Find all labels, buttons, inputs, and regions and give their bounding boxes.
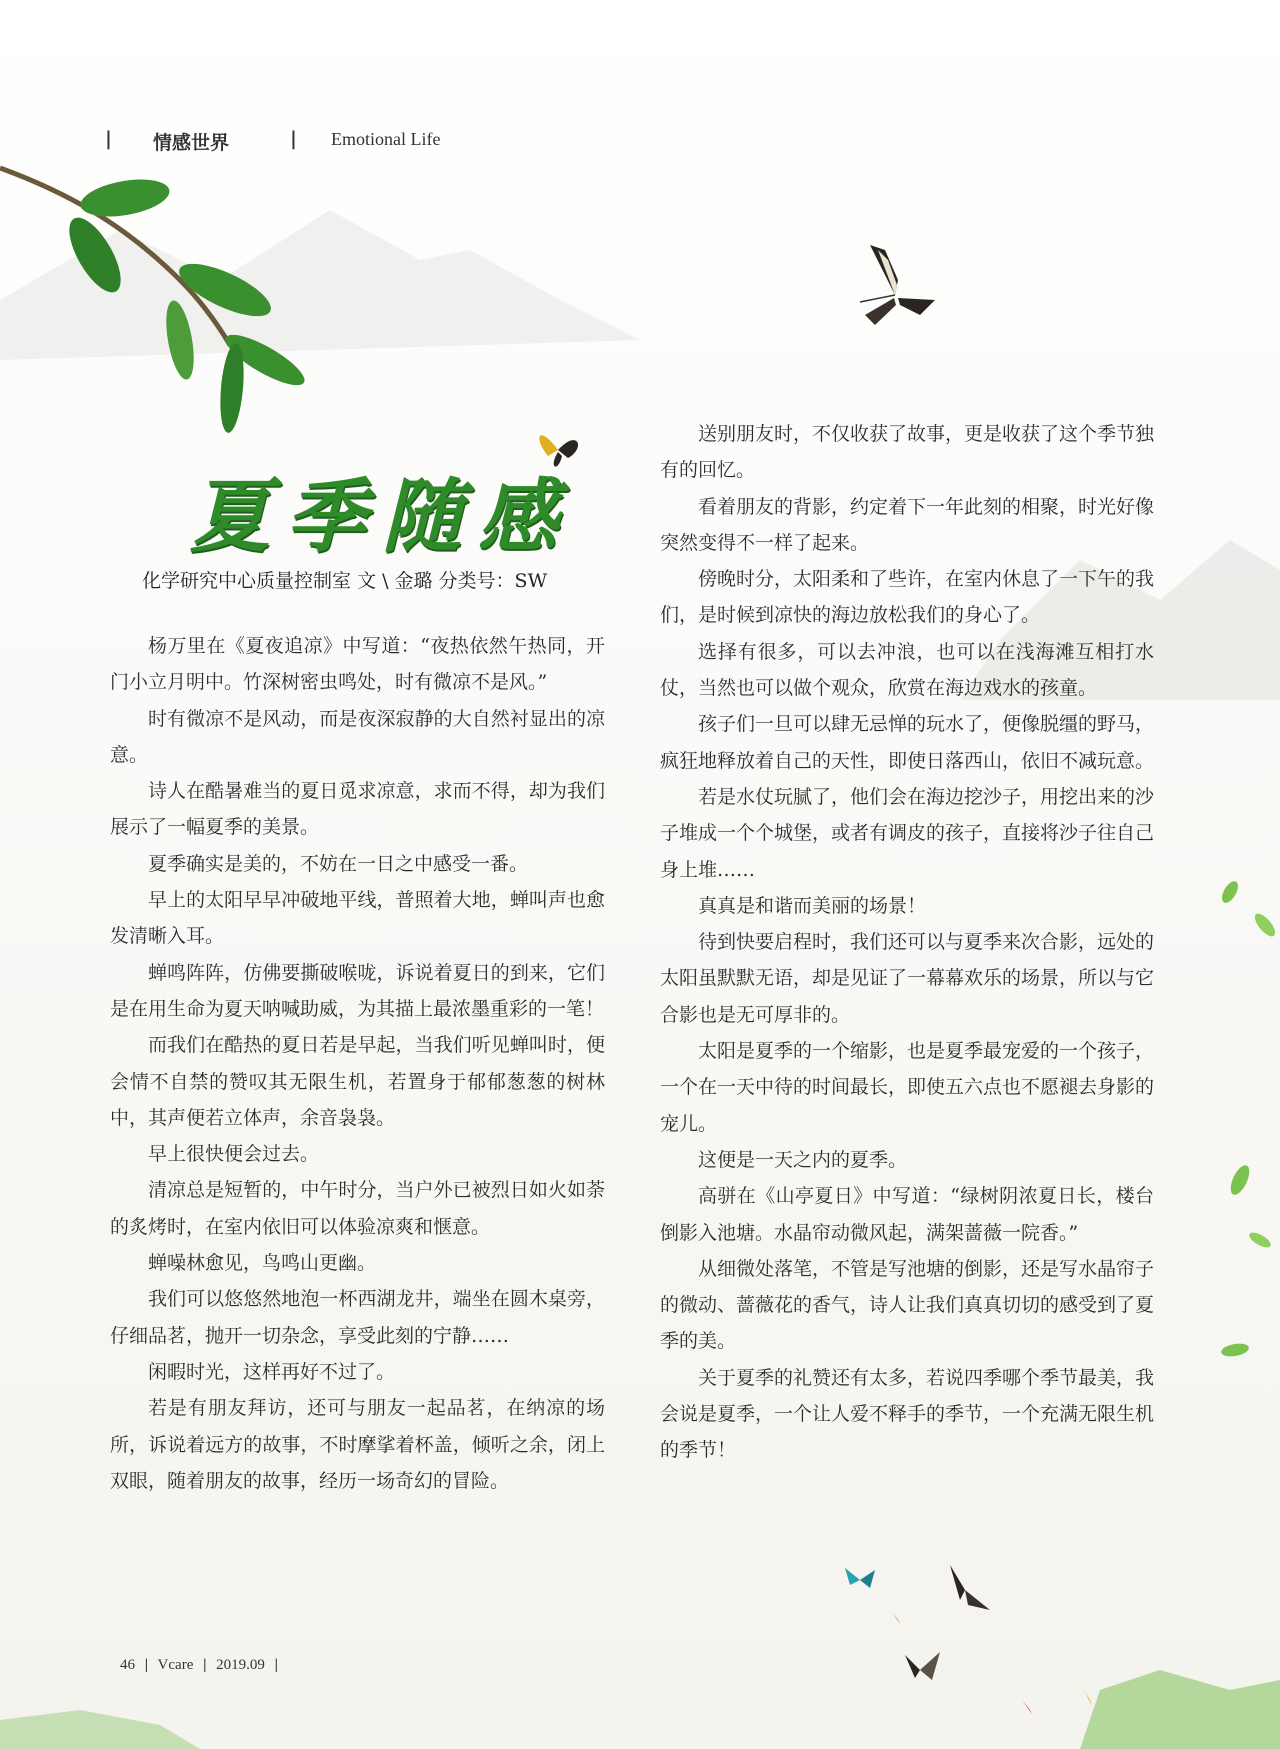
paragraph: 而我们在酷热的夏日若是早起，当我们听见蝉叫时，便会情不自禁的赞叹其无限生机，若置身于郁郁葱葱的树林中，其声便若立体声，余音袅袅。 [110,1034,605,1129]
paragraph: 若是有朋友拜访，还可与朋友一起品茗，在纳凉的场所，诉说着远方的故事，不时摩挲着杯盖，倾听之余，闭上双眼，随着朋友的故事，经历一场奇幻的冒险。 [110,1397,605,1492]
paragraph: 诗人在酷暑难当的夏日觅求凉意，求而不得，却为我们展示了一幅夏季的美景。 [110,780,605,839]
paragraph: 蝉噪林愈见，鸟鸣山更幽。 [148,1252,377,1275]
paragraph: 夏季确实是美的，不妨在一日之中感受一番。 [148,852,529,875]
paragraph: 闲暇时光，这样再好不过了。 [148,1360,396,1383]
section-title-en: Emotional Life [331,129,441,149]
butterflies-decoration-icon [840,1560,1160,1720]
paragraph: 傍晚时分，太阳柔和了些许，在室内休息了一下午的我们，是时候到凉快的海边放松我们的身心了。 [660,568,1155,627]
section-title: 情感世界 [153,132,230,154]
paragraph: 孩子们一旦可以肆无忌惮的玩水了，便像脱缰的野马，疯狂地释放着自己的天性，即使日落西山，依旧不减玩意。 [660,713,1155,772]
paragraph: 早上的太阳早早冲破地平线，普照着大地，蝉叫声也愈发清晰入耳。 [110,889,605,948]
article-byline: 化学研究中心质量控制室 文 \ 金璐 分类号：SW [142,570,548,592]
paragraph: 待到快要启程时，我们还可以与夏季来次合影，远处的太阳虽默默无语，却是见证了一幕幕欢乐的场景，所以与它合影也是无可厚非的。 [660,931,1155,1026]
paragraph: 蝉鸣阵阵，仿佛要撕破喉咙，诉说着夏日的到来，它们是在用生命为夏天呐喊助威，为其描上最浓墨重彩的一笔！ [110,961,605,1020]
paragraph: 清凉总是短暂的，中午时分，当户外已被烈日如火如荼的炙烤时，在室内依旧可以体验凉爽和惬意。 [110,1179,605,1238]
left-column [110,628,605,1499]
paragraph: 早上很快便会过去。 [148,1143,320,1166]
paragraph: 高骈在《山亭夏日》中写道：“绿树阴浓夏日长，楼台倒影入池塘。水晶帘动微风起，满架蔷薇一院香。” [660,1185,1154,1244]
leaf-branch-icon [0,160,320,440]
issue-date: 2019.09 [216,1657,265,1673]
right-column [660,416,1154,1469]
page-footer [120,1657,284,1674]
paragraph: 杨万里在《夏夜追凉》中写道：“夜热依然午热同，开门小立月明中。竹深树密虫鸣处，时有微凉不是风。” [110,635,605,694]
divider: | [274,1657,278,1673]
paragraph: 这便是一天之内的夏季。 [698,1148,908,1171]
divider: | [105,128,112,150]
magazine-name: Vcare [157,1657,194,1673]
divider: | [290,128,297,150]
divider: | [144,1657,149,1673]
paragraph: 时有微凉不是风动，而是夜深寂静的大自然衬显出的凉意。 [110,707,605,766]
paragraph: 从细微处落笔，不管是写池塘的倒影，还是写水晶帘子的微动、蔷薇花的香气，诗人让我们真真切切的感受到了夏季的美。 [660,1257,1155,1353]
paragraph: 选择有很多，可以去冲浪，也可以在浅海滩互相打水仗，当然也可以做个观众，欣赏在海边戏水的孩童。 [660,640,1154,700]
paragraph: 若是水仗玩腻了，他们会在海边挖沙子，用挖出来的沙子堆成一个个城堡，或者有调皮的孩子，直接将沙子往自己身上堆…… [660,785,1155,881]
paragraph: 真真是和谐而美丽的场景！ [698,894,927,917]
page-number: 46 [120,1657,135,1673]
paragraph: 关于夏季的礼赞还有太多，若说四季哪个季节最美，我会说是夏季，一个让人爱不释手的季节，一个充满无限生机的季节！ [660,1366,1155,1462]
article-title: 夏季随感 [190,469,574,563]
paragraph: 我们可以悠悠然地泡一杯西湖龙井，端坐在圆木桌旁，仔细品茗，抛开一切杂念，享受此刻的宁静…… [110,1288,605,1347]
divider: | [203,1657,207,1673]
leaves-decoration-icon [1220,880,1280,1400]
paragraph: 太阳是夏季的一个缩影，也是夏季最宠爱的一个孩子，一个在一天中待的时间最长，即使五六点也不愿褪去身影的宠儿。 [660,1040,1155,1135]
paragraph: 看着朋友的背影，约定着下一年此刻的相聚，时光好像突然变得不一样了起来。 [660,495,1155,554]
paragraph: 送别朋友时，不仅收获了故事，更是收获了这个季节独有的回忆。 [660,423,1155,482]
butterfly-icon [840,240,950,340]
